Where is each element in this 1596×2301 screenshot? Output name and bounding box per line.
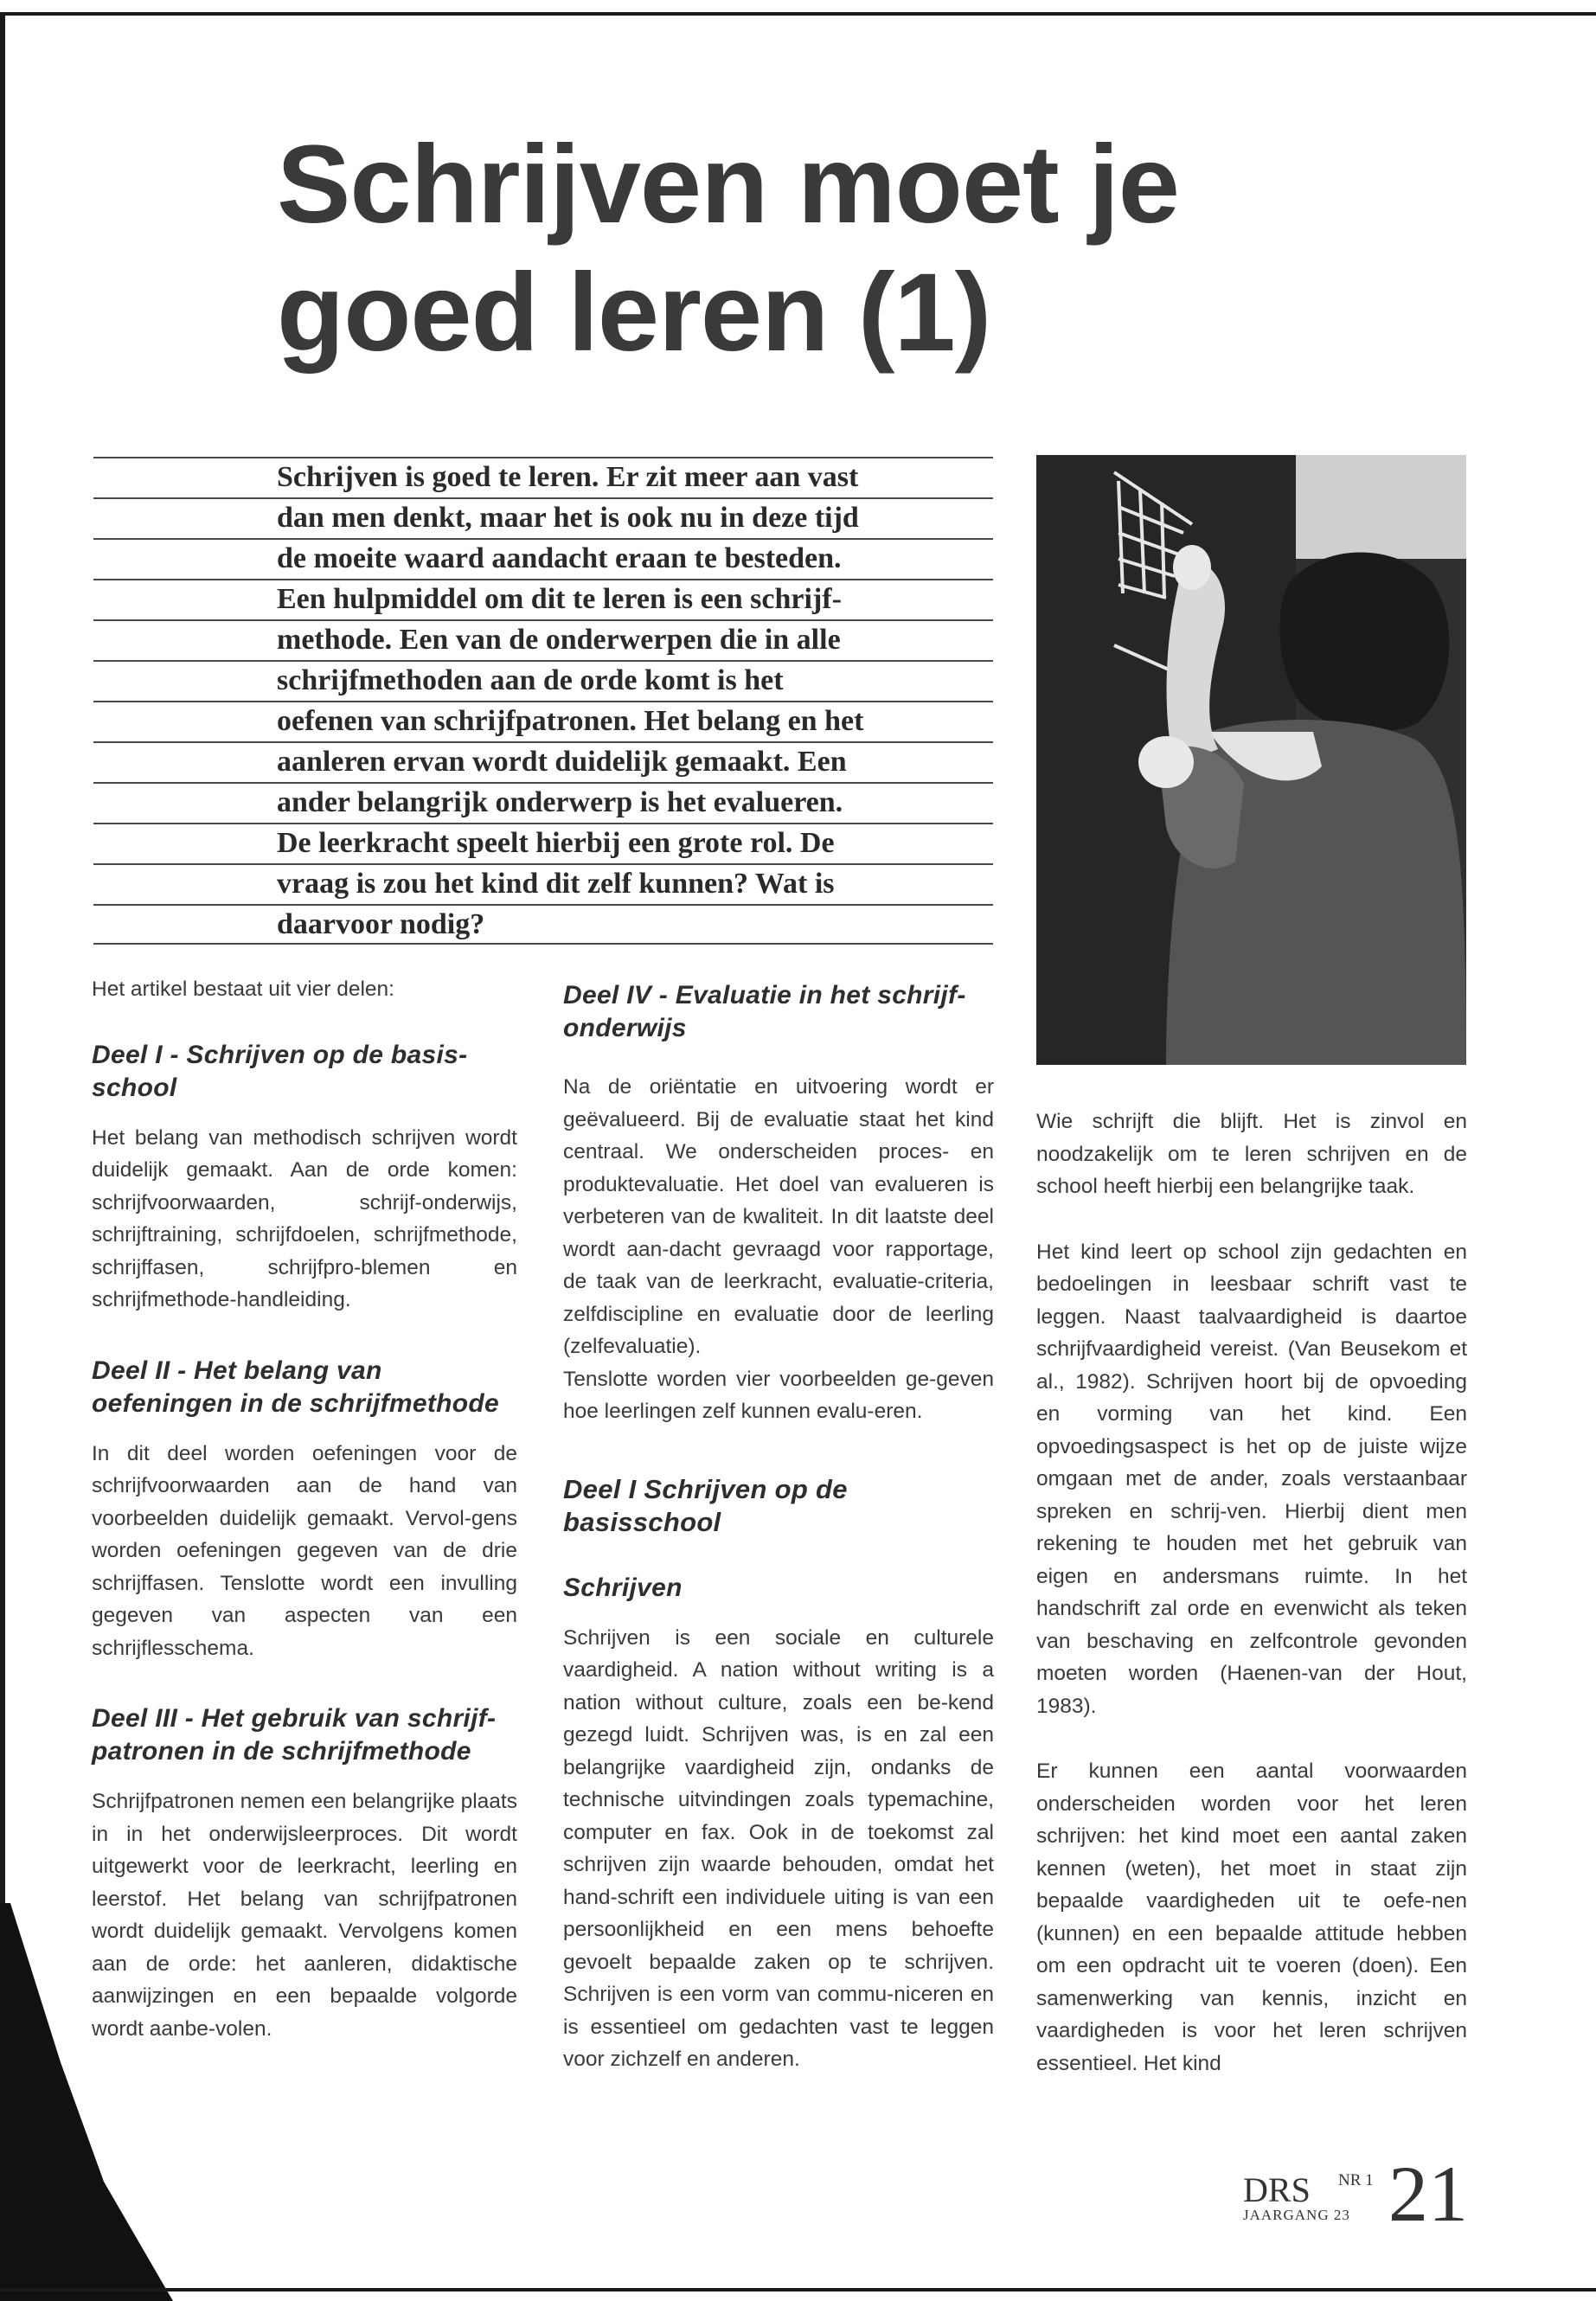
article-overview-lead: Het artikel bestaat uit vier delen: [92,977,394,1001]
intro-line: daarvoor nodig? [93,904,993,945]
intro-line: vraag is zou het kind dit zelf kunnen? Wat is [93,863,993,904]
photo-illustration [1036,455,1466,1065]
intro-line: schrijfmethoden aan de orde komt is het [93,660,993,701]
column-1 [92,973,517,2045]
intro-line: Schrijven is goed te leren. Er zit meer aan vast [93,457,993,497]
deel2-summary: In dit deel worden oefeningen voor de schrijfvoorwaarden aan de hand van voorbeelden duidelijk gemaakt. Vervol-gens worden oefeningen gegeven van de drie schrijffasen. Tenslotte wordt een invulling gegeven van aspecten van een schrijflesschema. [92,1441,517,1660]
deel3-heading: Deel III - Het gebruik van schrijf-patronen in de schrijfmethode [92,1704,497,1766]
issue-number: NR 1 [1338,2171,1374,2189]
section-heading: Deel I Schrijven op de basisschool [563,1473,848,1537]
paragraph: Er kunnen een aantal voorwaarden onderscheiden worden voor het leren schrijven: het kind moet een aantal zaken kennen (weten), het moet in staat zijn bepaalde vaardigheden uit te oefe-nen (kunnen) en een bepaalde attitude hebben om een opdracht uit te voeren (doen). Een samenwerking van kennis, inzicht en vaardigheden is voor het leren schrijven essentieel. Het kind [1036,1759,1467,2075]
title-line: Schrijven moet je [277,123,1179,247]
intro-block [93,457,993,945]
title-line: goed leren (1) [277,251,991,375]
deel2-heading: Deel II - Het belang van oefeningen in de schrijfmethode [92,1356,500,1418]
magazine-name: DRS [1243,2170,1311,2209]
deel4-heading: Deel IV - Evaluatie in het schrijf-onderwijs [563,981,966,1042]
intro-line: dan men denkt, maar het is ook nu in deze tijd [93,497,993,538]
intro-line: de moeite waard aandacht eraan te besteden. [93,538,993,579]
deel1-heading: Deel I - Schrijven op de basis-school [92,1040,468,1102]
deel4-summary: Na de oriëntatie en uitvoering wordt er geëvalueerd. Bij de evaluatie staat het kind centraal. We onderscheiden proces- en produktevaluatie. Het doel van evalueren is verbeteren van de kwaliteit. In dit laatste deel wordt aan-dacht gevraagd voor rapportage, de taak van de leerkracht, evaluatie-criteria, zelfdiscipline en evaluatie door de leerling (zelfevaluatie). [563,1075,994,1358]
column-3 [1036,1106,1467,2080]
article-title [277,121,1315,377]
schrijven-paragraph: Schrijven is een sociale en culturele vaardigheid. A nation without writing is a nation without culture, zoals een be-kend gezegd luidt. Schrijven was, is en zal een belangrijke vaardigheid zijn, ondanks de technische uitvindingen zoals typemachine, computer en fax. Ook in de toekomst zal schrijven zijn waarde behouden, omdat het hand-schrift een individuele uiting is van een persoonlijkheid en een mens behoefte gevoelt bepaalde zaken op te schrijven. Schrijven is een vorm van commu-niceren en is essentieel om gedachten vast te leggen voor zichzelf en anderen. [563,1625,994,2071]
photo-child-writing-on-board [1036,455,1466,1065]
intro-line: oefenen van schrijfpatronen. Het belang en het [93,701,993,741]
column-2 [563,979,994,2076]
page-number: 21 [1388,2150,1468,2238]
top-border [0,12,1596,16]
intro-line: methode. Een van de onderwerpen die in alle [93,619,993,660]
bottom-border [0,2288,1596,2291]
deel1-summary: Het belang van methodisch schrijven wordt duidelijk gemaakt. Aan de orde komen: schrijfvoorwaarden, schrijf-onderwijs, schrijftraining, schrijfdoelen, schrijfmethode, schrijffasen, schrijfpro-blemen en schrijfmethode-handleiding. [92,1125,517,1311]
deel4-summary-continued: Tenslotte worden vier voorbeelden ge-geven hoe leerlingen zelf kunnen evalu-eren. [563,1367,994,1423]
subsection-heading: Schrijven [563,1573,683,1602]
intro-line: Een hulpmiddel om dit te leren is een schrijf- [93,579,993,619]
intro-line: ander belangrijk onderwerp is het evalueren. [93,782,993,823]
paragraph: Wie schrijft die blijft. Het is zinvol en noodzakelijk om te leren schrijven en de school heeft hierbij een belangrijke taak. [1036,1110,1467,1198]
intro-line: De leerkracht speelt hierbij een grote rol. De [93,823,993,863]
intro-line: aanleren ervan wordt duidelijk gemaakt. Een [93,741,993,782]
paragraph: Het kind leert op school zijn gedachten en bedoelingen in leesbaar schrift vast te leggen. Naast taalvaardigheid is daartoe schrijfvaardigheid vereist. (Van Beusekom et al., 1982). Schrijven hoort bij de opvoeding en vorming van het kind. Een opvoedingsaspect is het op de juiste wijze omgaan met de ander, zoals verstaanbaar spreken en schrij-ven. Hierbij dient men rekening te houden met het gebruik van eigen en andersmans ruimte. In het handschrift zal orde en evenwicht als teken van beschaving en zelfcontrole gevonden moeten worden (Haenen-van der Hout, 1983). [1036,1240,1467,1718]
deel3-summary: Schrijfpatronen nemen een belangrijke plaats in in het onderwijsleerproces. Dit wordt uitgewerkt voor de leerkracht, leerling en leerstof. Het belang van schrijfpatronen wordt duidelijk gemaakt. Vervolgens komen aan de orde: het aanleren, didaktische aanwijzingen en een bepaalde volgorde wordt aanbe-volen. [92,1790,517,2041]
volume-label: JAARGANG 23 [1243,2207,1350,2223]
